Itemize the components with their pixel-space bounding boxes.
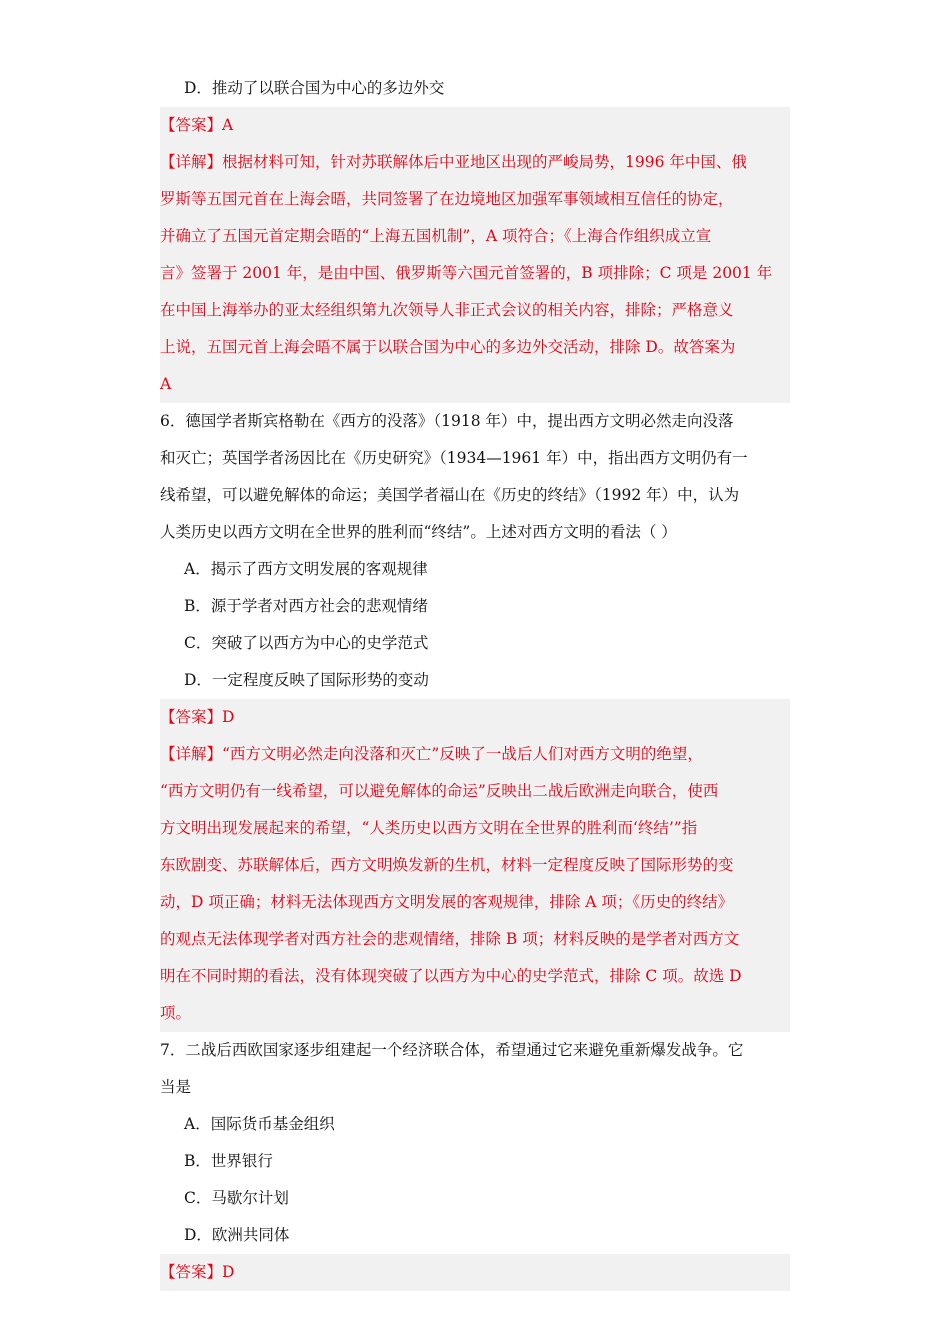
q5-explanation-line: 【详解】根据材料可知，针对苏联解体后中亚地区出现的严峻局势，1996 年中国、俄 xyxy=(160,153,747,171)
q6-explanation-line: 项。 xyxy=(160,1004,192,1022)
q6-option-a: A．揭示了西方文明发展的客观规律 xyxy=(184,560,428,578)
q6-answer-box xyxy=(160,699,790,1032)
q5-explanation-line: 言》签署于 2001 年，是由中国、俄罗斯等六国元首签署的，B 项排除；C 项是 2001 年 xyxy=(160,264,773,282)
q6-explanation-line: 的观点无法体现学者对西方社会的悲观情绪，排除 B 项；材料反映的是学者对西方文 xyxy=(160,930,740,948)
q6-answer: 【答案】D xyxy=(160,708,235,726)
q7-option-b: B．世界银行 xyxy=(184,1152,273,1170)
q7-option-d: D．欧洲共同体 xyxy=(184,1226,290,1244)
q7-option-c: C．马歇尔计划 xyxy=(184,1189,289,1207)
q6-option-c: C．突破了以西方为中心的史学范式 xyxy=(184,634,429,652)
q7-answer: 【答案】D xyxy=(160,1263,235,1281)
q6-option-d: D．一定程度反映了国际形势的变动 xyxy=(184,671,429,689)
q5-option-d: D．推动了以联合国为中心的多边外交 xyxy=(184,79,445,97)
q7-stem-line: 当是 xyxy=(160,1078,192,1096)
q6-stem-line: 人类历史以西方文明在全世界的胜利而“终结”。上述对西方文明的看法（ ） xyxy=(160,523,677,541)
q7-stem-line: 7．二战后西欧国家逐步组建起一个经济联合体，希望通过它来避免重新爆发战争。它 xyxy=(160,1041,744,1059)
document-page xyxy=(160,70,790,1291)
q6-stem-line: 线希望，可以避免解体的命运；美国学者福山在《历史的终结》（1992 年）中，认为 xyxy=(160,486,740,504)
q6-explanation-line: 动，D 项正确；材料无法体现西方文明发展的客观规律，排除 A 项；《历史的终结》 xyxy=(160,893,734,911)
q5-answer: 【答案】A xyxy=(160,116,234,134)
q6-explanation-line: 【详解】“西方文明必然走向没落和灭亡”反映了一战后人们对西方文明的绝望， xyxy=(160,745,703,763)
q7-option-a: A．国际货币基金组织 xyxy=(184,1115,335,1133)
q5-explanation-line: 在中国上海举办的亚太经组织第九次领导人非正式会议的相关内容，排除；严格意义 xyxy=(160,301,734,319)
q5-explanation-line: 并确立了五国元首定期会晤的“上海五国机制”，A 项符合；《上海合作组织成立宣 xyxy=(160,227,712,245)
q6-explanation-line: 明在不同时期的看法，没有体现突破了以西方为中心的史学范式，排除 C 项。故选 D xyxy=(160,967,742,985)
q6-stem-line: 6．德国学者斯宾格勒在《西方的没落》（1918 年）中，提出西方文明必然走向没落 xyxy=(160,412,734,430)
q6-explanation-line: 方文明出现发展起来的希望，“人类历史以西方文明在全世界的胜利而‘终结’”指 xyxy=(160,819,698,837)
q6-option-b: B．源于学者对西方社会的悲观情绪 xyxy=(184,597,428,615)
q5-explanation-line: 罗斯等五国元首在上海会晤，共同签署了在边境地区加强军事领域相互信任的协定， xyxy=(160,190,734,208)
q6-stem-line: 和灭亡；英国学者汤因比在《历史研究》（1934—1961 年）中，指出西方文明仍有一 xyxy=(160,449,748,467)
q6-explanation-line: “西方文明仍有一线希望，可以避免解体的命运”反映出二战后欧洲走向联合，使西 xyxy=(160,782,719,800)
q5-answer-box xyxy=(160,107,790,403)
q6-explanation-line: 东欧剧变、苏联解体后，西方文明焕发新的生机，材料一定程度反映了国际形势的变 xyxy=(160,856,734,874)
q5-explanation-line: A xyxy=(160,375,172,393)
q7-answer-box xyxy=(160,1254,790,1291)
q5-explanation-line: 上说，五国元首上海会晤不属于以联合国为中心的多边外交活动，排除 D。故答案为 xyxy=(160,338,736,356)
